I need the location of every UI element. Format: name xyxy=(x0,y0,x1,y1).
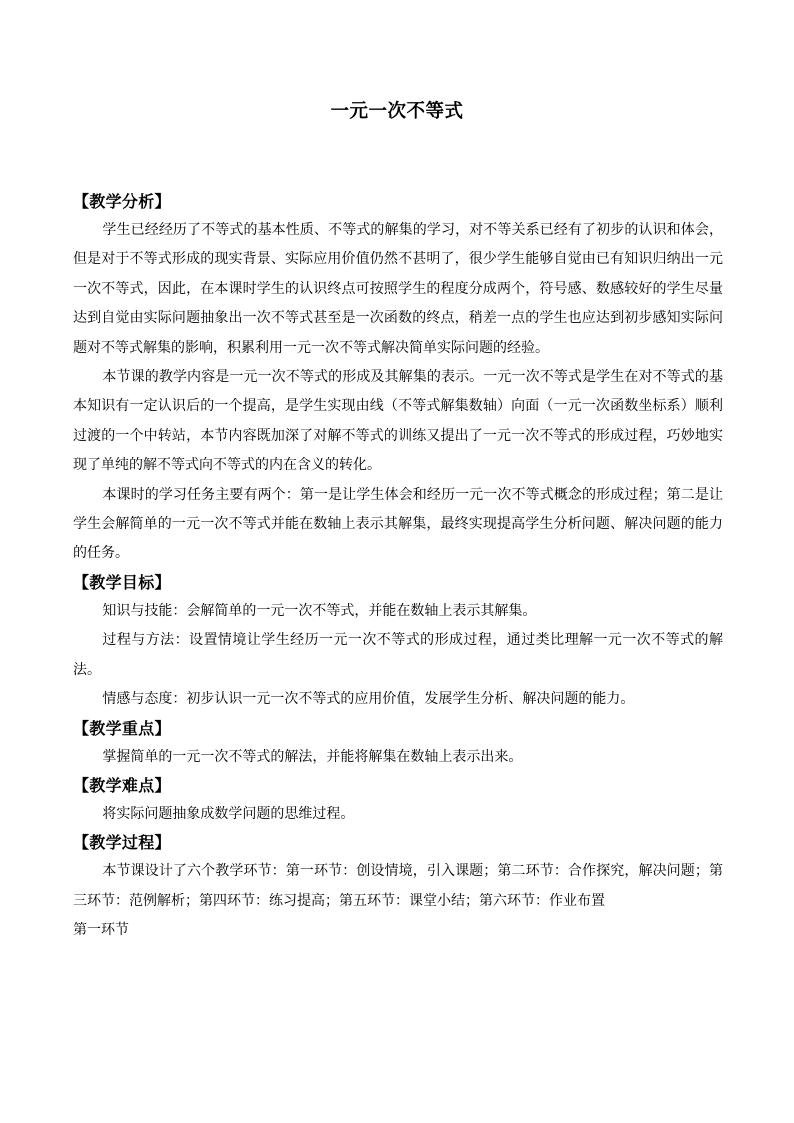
section-heading-process: 【教学过程】 xyxy=(73,833,171,853)
section-heading-analysis: 【教学分析】 xyxy=(73,192,171,211)
difficulties-paragraph: 将实际问题抽象成数学问题的思维过程。 xyxy=(102,805,355,822)
process-paragraph: 本节课设计了六个教学环节：第一环节：创设情境，引入课题；第二环节：合作探究，解决问题；第三环节：范例解析；第四环节：练习提高；第五环节：课堂小结；第六环节：作业布置 xyxy=(73,863,723,909)
goals-paragraph-process: 过程与方法：设置情境让学生经历一元一次不等式的形成过程，通过类比理解一元一次不等式的解法。 xyxy=(73,632,723,678)
section-heading-goals: 【教学目标】 xyxy=(73,572,171,592)
analysis-paragraph-3: 本课时的学习任务主要有两个：第一是让学生体会和经历一元一次不等式概念的形成过程；第二是让学生会解简单的一元一次不等式并能在数轴上表示其解集，最终实现提高学生分析问题、解决问题的能力的任务。 xyxy=(73,486,723,562)
goals-paragraph-attitude: 情感与态度：初步认识一元一次不等式的应用价值，发展学生分析、解决问题的能力。 xyxy=(102,691,635,708)
analysis-paragraph-2: 本节课的教学内容是一元一次不等式的形成及其解集的表示。一元一次不等式是学生在对不等式的基本知识有一定认识后的一个提高，是学生实现由线（不等式解集数轴）向面（一元一次函数坐标系）顺利过渡的一个中转站，本节内容既加深了对解不等式的训练又提出了一元一次不等式的形成过程，巧妙地实现了单纯的解不等式向不等式的内在含义的转化。 xyxy=(73,369,723,474)
document-title: 一元一次不等式 xyxy=(330,101,464,122)
key-points-paragraph: 掌握简单的一元一次不等式的解法，并能将解集在数轴上表示出来。 xyxy=(102,748,523,765)
goals-paragraph-knowledge: 知识与技能：会解简单的一元一次不等式，并能在数轴上表示其解集。 xyxy=(102,602,537,619)
section-heading-difficulties: 【教学难点】 xyxy=(73,775,171,795)
document-body xyxy=(73,188,723,946)
analysis-paragraph-1: 学生已经经历了不等式的基本性质、不等式的解集的学习，对不等关系已经有了初步的认识和体会，但是对于不等式形成的现实背景、实际应用价值仍然不甚明了，很少学生能够自觉由已有知识归纳出一元一次不等式，因此，在本课时学生的认识终点可按照学生的程度分成两个，符号感、数感较好的学生尽量达到自觉由实际问题抽象出一次不等式甚至是一次函数的终点，稍差一点的学生也应达到初步感知实际问题对不等式解集的影响，积累利用一元一次不等式解决简单实际问题的经验。 xyxy=(73,222,723,356)
process-subheading: 第一环节 xyxy=(73,922,129,939)
section-heading-key-points: 【教学重点】 xyxy=(73,718,171,738)
